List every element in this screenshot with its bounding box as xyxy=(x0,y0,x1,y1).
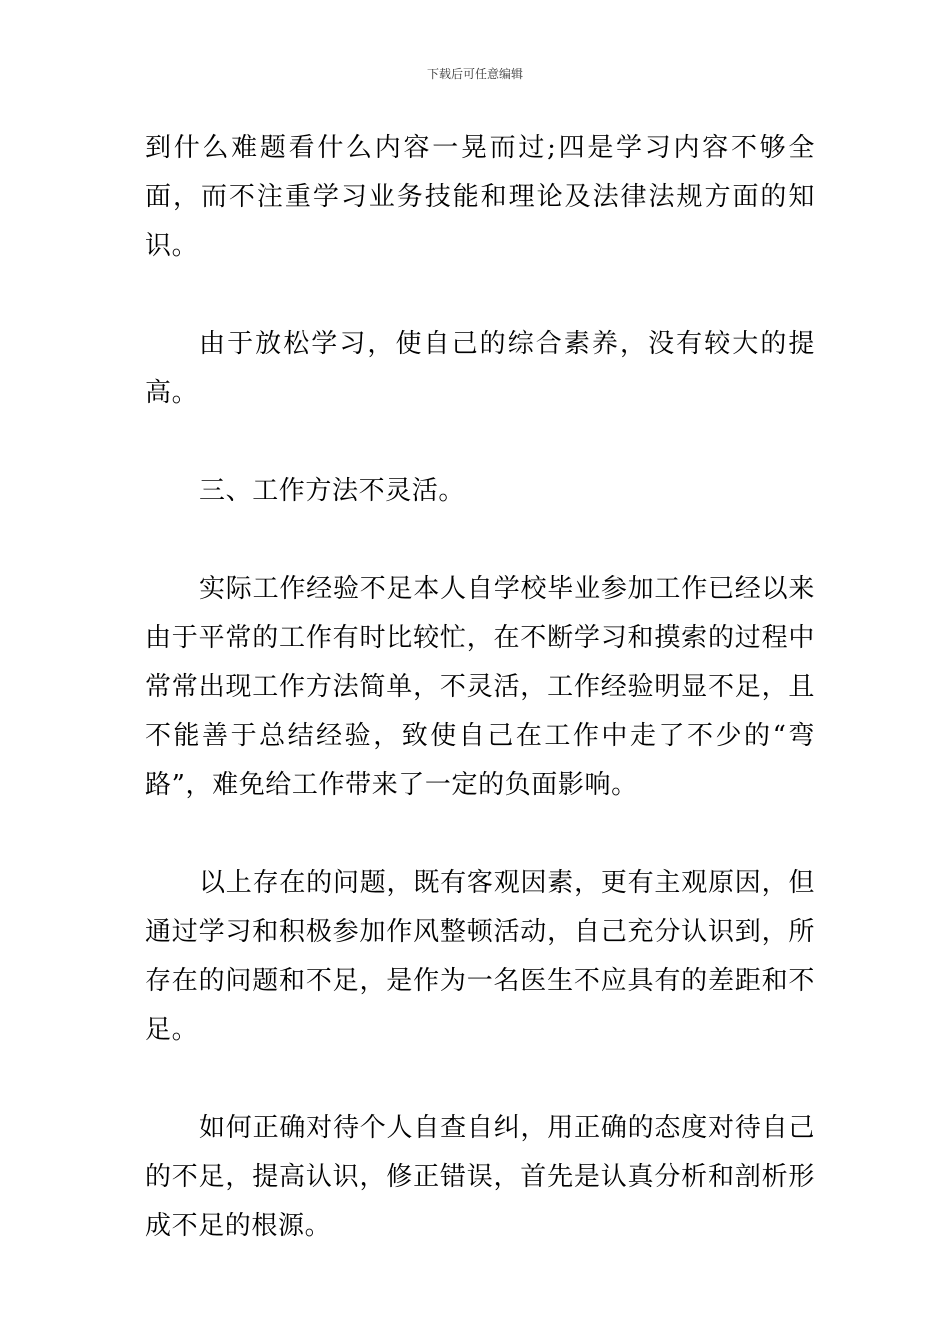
paragraph-problems-summary: 以上存在的问题，既有客观因素，更有主观原因，但通过学习和积极参加作风整顿活动，自己充分认识到，所存在的问题和不足，是作为一名医生不应具有的差距和不足。 xyxy=(145,868,815,1045)
section-heading-work-method: 三、工作方法不灵活。 xyxy=(199,476,466,506)
header-note: 下载后可任意编辑 xyxy=(426,67,523,81)
paragraph-self-correction: 如何正确对待个人自查自纠，用正确的态度对待自己的不足，提高认识，修正错误，首先是认真分析和剖析形成不足的根源。 xyxy=(145,1113,815,1241)
document-body xyxy=(145,124,815,1251)
paragraph-study-quality: 由于放松学习，使自己的综合素养，没有较大的提高。 xyxy=(145,329,815,408)
paragraph-work-experience: 实际工作经验不足本人自学校毕业参加工作已经以来由于平常的工作有时比较忙，在不断学习和摸索的过程中常常出现工作方法简单，不灵活，工作经验明显不足，且不能善于总结经验，致使自己在工作中走了不少的“弯路”，难免给工作带来了一定的负面影响。 xyxy=(145,574,815,800)
paragraph-continuation: 到什么难题看什么内容一晃而过;四是学习内容不够全面，而不注重学习业务技能和理论及法律法规方面的知识。 xyxy=(145,133,815,261)
